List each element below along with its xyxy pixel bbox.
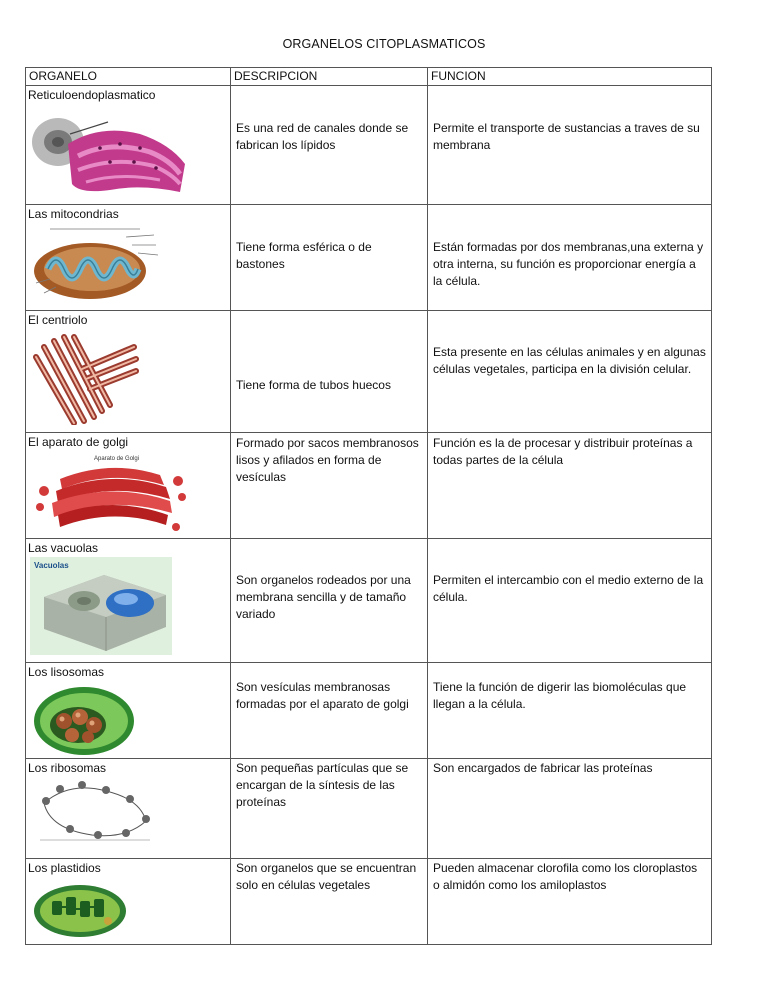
header-descripcion: DESCRIPCION	[231, 68, 428, 86]
organelle-function: Permite el transporte de sustancias a traves de su membrana	[433, 121, 700, 152]
table-row	[26, 86, 712, 205]
organelle-function: Son encargados de fabricar las proteínas	[433, 761, 653, 775]
organelle-function: Esta presente en las células animales y en algunas células vegetales, participa en la división celular.	[433, 345, 706, 376]
organelle-function: Están formadas por dos membranas,una externa y otra interna, su función es proporcionar energía a la célula.	[433, 240, 704, 288]
organelle-function: Tiene la función de digerir las biomoléculas que llegan a la célula.	[433, 680, 687, 711]
organelle-name: El centriolo	[28, 313, 88, 327]
organelle-name: Las vacuolas	[28, 541, 99, 555]
mitocondria-illustration	[30, 223, 230, 305]
organelle-description: Son pequeñas partículas que se encargan de la síntesis de las proteínas	[236, 761, 409, 809]
golgi-illustration	[30, 451, 230, 535]
organelle-name: Los lisosomas	[28, 665, 105, 679]
organelle-function: Función es la de procesar y distribuir proteínas a todas partes de la célula	[433, 436, 693, 467]
ribosoma-illustration	[30, 777, 230, 843]
reticulo-endoplasmatico-illustration	[30, 104, 230, 196]
organelle-description: Tiene forma de tubos huecos	[236, 378, 391, 392]
lisosoma-illustration	[30, 681, 230, 757]
organelle-name: Los plastidios	[28, 861, 101, 875]
plastidio-illustration	[30, 877, 230, 941]
table-row	[26, 759, 712, 859]
organelle-description: Tiene forma esférica o de bastones	[236, 240, 372, 271]
organelles-table	[25, 67, 712, 945]
header-organelo: ORGANELO	[26, 68, 231, 86]
organelle-name: Reticuloendoplasmatico	[28, 88, 156, 102]
centriolo-illustration	[30, 329, 230, 425]
golgi-label: Aparato de Golgi	[94, 456, 140, 462]
organelle-name: El aparato de golgi	[28, 435, 129, 449]
vacuola-label: Vacuolas	[34, 561, 69, 570]
organelle-description: Son organelos que se encuentran solo en células vegetales	[236, 861, 417, 892]
table-row	[26, 539, 712, 663]
table-row	[26, 205, 712, 311]
organelle-description: Es una red de canales donde se fabrican los lípidos	[236, 121, 409, 152]
table-header-row	[26, 68, 712, 86]
table-row	[26, 433, 712, 539]
organelle-function: Permiten el intercambio con el medio externo de la célula.	[433, 573, 704, 604]
header-funcion: FUNCION	[428, 68, 712, 86]
organelle-function: Pueden almacenar clorofila como los cloroplastos o almidón como los amiloplastos	[433, 861, 698, 892]
organelle-name: Las mitocondrias	[28, 207, 119, 221]
organelle-description: Formado por sacos membranosos lisos y afilados en forma de vesículas	[236, 436, 419, 484]
table-row	[26, 859, 712, 945]
table-row	[26, 311, 712, 433]
vacuola-illustration	[30, 557, 230, 655]
page-title: ORGANELOS CITOPLASMATICOS	[282, 37, 486, 51]
organelle-name: Los ribosomas	[28, 761, 107, 775]
organelle-description: Son organelos rodeados por una membrana sencilla y de tamaño variado	[236, 573, 411, 621]
organelle-description: Son vesículas membranosas formadas por el aparato de golgi	[236, 680, 409, 711]
table-row	[26, 663, 712, 759]
